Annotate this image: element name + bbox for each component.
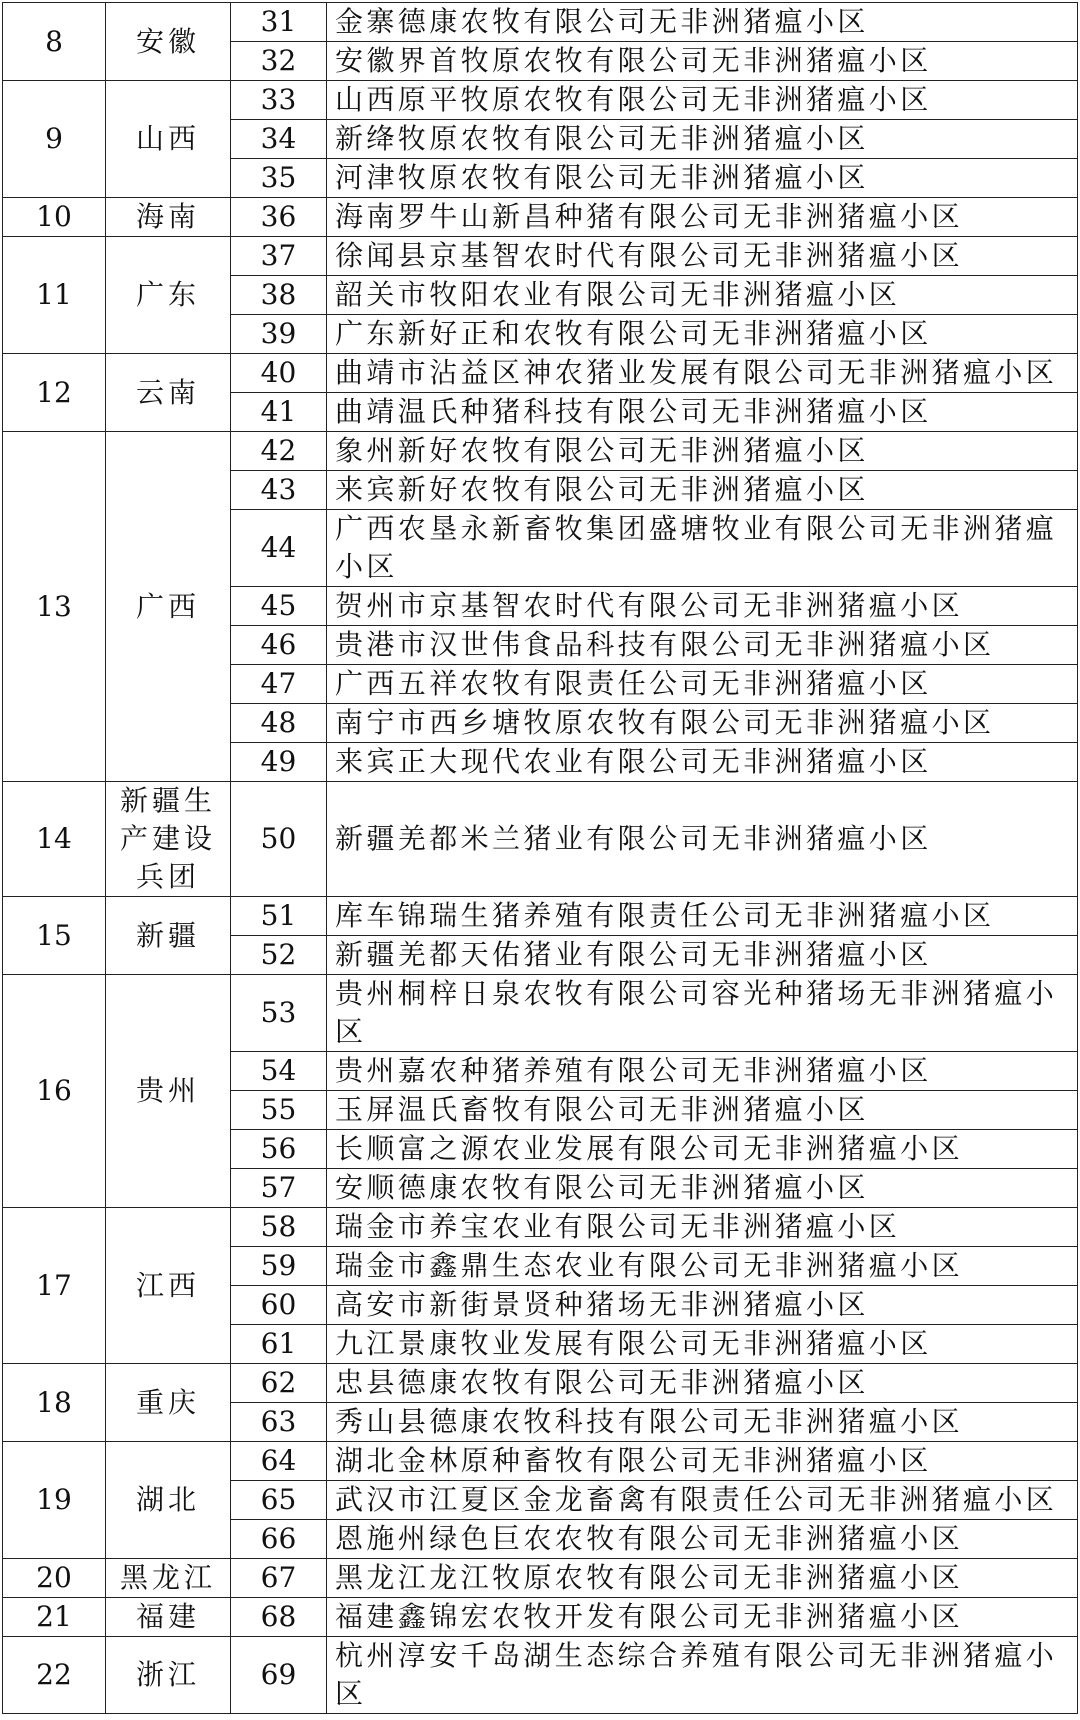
zone-name-cell: 曲靖市沾益区神农猪业发展有限公司无非洲猪瘟小区 <box>327 354 1078 393</box>
zone-number-cell: 41 <box>231 393 327 432</box>
zone-name-cell: 广东新好正和农牧有限公司无非洲猪瘟小区 <box>327 315 1078 354</box>
zone-name-cell: 来宾新好农牧有限公司无非洲猪瘟小区 <box>327 471 1078 510</box>
zone-number-cell: 45 <box>231 587 327 626</box>
zone-name-cell: 黑龙江龙江牧原农牧有限公司无非洲猪瘟小区 <box>327 1559 1078 1598</box>
zone-number-cell: 36 <box>231 198 327 237</box>
zone-name-cell: 贵州嘉农种猪养殖有限公司无非洲猪瘟小区 <box>327 1052 1078 1091</box>
zone-number-cell: 69 <box>231 1637 327 1714</box>
zone-name-cell: 徐闻县京基智农时代有限公司无非洲猪瘟小区 <box>327 237 1078 276</box>
table-row <box>3 198 1078 237</box>
group-seq-cell: 14 <box>3 782 106 897</box>
group-seq-cell: 20 <box>3 1559 106 1598</box>
zone-name-cell: 贺州市京基智农时代有限公司无非洲猪瘟小区 <box>327 587 1078 626</box>
zone-number-cell: 56 <box>231 1130 327 1169</box>
province-cell: 湖北 <box>106 1442 231 1559</box>
group-seq-cell: 19 <box>3 1442 106 1559</box>
table-row <box>3 3 1078 42</box>
table-row <box>3 237 1078 276</box>
zone-name-cell: 九江景康牧业发展有限公司无非洲猪瘟小区 <box>327 1325 1078 1364</box>
province-cell: 山西 <box>106 81 231 198</box>
zone-number-cell: 33 <box>231 81 327 120</box>
zone-name-cell: 南宁市西乡塘牧原农牧有限公司无非洲猪瘟小区 <box>327 704 1078 743</box>
table-row <box>3 897 1078 936</box>
zone-number-cell: 48 <box>231 704 327 743</box>
zone-name-cell: 新疆羌都米兰猪业有限公司无非洲猪瘟小区 <box>327 782 1078 897</box>
zone-number-cell: 43 <box>231 471 327 510</box>
province-cell: 广东 <box>106 237 231 354</box>
zone-name-cell: 杭州淳安千岛湖生态综合养殖有限公司无非洲猪瘟小区 <box>327 1637 1078 1714</box>
zone-name-cell: 新疆羌都天佑猪业有限公司无非洲猪瘟小区 <box>327 936 1078 975</box>
zone-name-cell: 福建鑫锦宏农牧开发有限公司无非洲猪瘟小区 <box>327 1598 1078 1637</box>
group-seq-cell: 15 <box>3 897 106 975</box>
zone-name-cell: 新绛牧原农牧有限公司无非洲猪瘟小区 <box>327 120 1078 159</box>
zone-number-cell: 66 <box>231 1520 327 1559</box>
zone-name-cell: 河津牧原农牧有限公司无非洲猪瘟小区 <box>327 159 1078 198</box>
zone-number-cell: 55 <box>231 1091 327 1130</box>
zone-name-cell: 贵州桐梓日泉农牧有限公司容光种猪场无非洲猪瘟小区 <box>327 975 1078 1052</box>
zone-number-cell: 38 <box>231 276 327 315</box>
group-seq-cell: 11 <box>3 237 106 354</box>
group-seq-cell: 17 <box>3 1208 106 1364</box>
table-row <box>3 1637 1078 1714</box>
zone-name-cell: 库车锦瑞生猪养殖有限责任公司无非洲猪瘟小区 <box>327 897 1078 936</box>
table-row <box>3 782 1078 897</box>
province-cell: 浙江 <box>106 1637 231 1714</box>
table-row <box>3 1364 1078 1403</box>
province-cell: 黑龙江 <box>106 1559 231 1598</box>
province-cell: 安徽 <box>106 3 231 81</box>
zone-number-cell: 39 <box>231 315 327 354</box>
zone-name-cell: 山西原平牧原农牧有限公司无非洲猪瘟小区 <box>327 81 1078 120</box>
zone-number-cell: 65 <box>231 1481 327 1520</box>
zone-name-cell: 瑞金市鑫鼎生态农业有限公司无非洲猪瘟小区 <box>327 1247 1078 1286</box>
zone-number-cell: 44 <box>231 510 327 587</box>
zone-name-cell: 忠县德康农牧有限公司无非洲猪瘟小区 <box>327 1364 1078 1403</box>
zone-name-cell: 瑞金市养宝农业有限公司无非洲猪瘟小区 <box>327 1208 1078 1247</box>
province-cell: 江西 <box>106 1208 231 1364</box>
table-row <box>3 432 1078 471</box>
zone-number-cell: 46 <box>231 626 327 665</box>
zone-number-cell: 63 <box>231 1403 327 1442</box>
zone-name-cell: 安徽界首牧原农牧有限公司无非洲猪瘟小区 <box>327 42 1078 81</box>
table-row <box>3 354 1078 393</box>
zone-number-cell: 59 <box>231 1247 327 1286</box>
group-seq-cell: 13 <box>3 432 106 782</box>
zone-number-cell: 60 <box>231 1286 327 1325</box>
zone-number-cell: 67 <box>231 1559 327 1598</box>
table-body <box>3 3 1078 1714</box>
zone-name-cell: 来宾正大现代农业有限公司无非洲猪瘟小区 <box>327 743 1078 782</box>
group-seq-cell: 21 <box>3 1598 106 1637</box>
zone-name-cell: 长顺富之源农业发展有限公司无非洲猪瘟小区 <box>327 1130 1078 1169</box>
zone-name-cell: 恩施州绿色巨农农牧有限公司无非洲猪瘟小区 <box>327 1520 1078 1559</box>
province-cell: 新疆生产建设兵团 <box>106 782 231 897</box>
province-cell: 广西 <box>106 432 231 782</box>
table-row <box>3 975 1078 1052</box>
zone-name-cell: 广西农垦永新畜牧集团盛塘牧业有限公司无非洲猪瘟小区 <box>327 510 1078 587</box>
table-row <box>3 1442 1078 1481</box>
zone-number-cell: 57 <box>231 1169 327 1208</box>
zone-number-cell: 52 <box>231 936 327 975</box>
group-seq-cell: 22 <box>3 1637 106 1714</box>
table-row <box>3 1559 1078 1598</box>
zone-name-cell: 安顺德康农牧有限公司无非洲猪瘟小区 <box>327 1169 1078 1208</box>
zone-number-cell: 37 <box>231 237 327 276</box>
zone-number-cell: 61 <box>231 1325 327 1364</box>
zone-name-cell: 贵港市汉世伟食品科技有限公司无非洲猪瘟小区 <box>327 626 1078 665</box>
group-seq-cell: 9 <box>3 81 106 198</box>
province-cell: 云南 <box>106 354 231 432</box>
zone-number-cell: 50 <box>231 782 327 897</box>
zone-number-cell: 40 <box>231 354 327 393</box>
province-cell: 重庆 <box>106 1364 231 1442</box>
zone-number-cell: 62 <box>231 1364 327 1403</box>
zone-number-cell: 34 <box>231 120 327 159</box>
zone-number-cell: 64 <box>231 1442 327 1481</box>
zone-number-cell: 54 <box>231 1052 327 1091</box>
group-seq-cell: 16 <box>3 975 106 1208</box>
zone-name-cell: 韶关市牧阳农业有限公司无非洲猪瘟小区 <box>327 276 1078 315</box>
zone-name-cell: 象州新好农牧有限公司无非洲猪瘟小区 <box>327 432 1078 471</box>
zone-number-cell: 53 <box>231 975 327 1052</box>
province-cell: 海南 <box>106 198 231 237</box>
zone-name-cell: 武汉市江夏区金龙畜禽有限责任公司无非洲猪瘟小区 <box>327 1481 1078 1520</box>
zone-name-cell: 广西五祥农牧有限责任公司无非洲猪瘟小区 <box>327 665 1078 704</box>
province-cell: 贵州 <box>106 975 231 1208</box>
zone-name-cell: 湖北金林原种畜牧有限公司无非洲猪瘟小区 <box>327 1442 1078 1481</box>
zone-number-cell: 47 <box>231 665 327 704</box>
table-row <box>3 81 1078 120</box>
zone-name-cell: 金寨德康农牧有限公司无非洲猪瘟小区 <box>327 3 1078 42</box>
zone-number-cell: 31 <box>231 3 327 42</box>
zone-name-cell: 曲靖温氏种猪科技有限公司无非洲猪瘟小区 <box>327 393 1078 432</box>
group-seq-cell: 18 <box>3 1364 106 1442</box>
zone-number-cell: 35 <box>231 159 327 198</box>
zone-number-cell: 58 <box>231 1208 327 1247</box>
zone-number-cell: 32 <box>231 42 327 81</box>
zone-list-table <box>2 2 1078 1714</box>
zone-name-cell: 秀山县德康农牧科技有限公司无非洲猪瘟小区 <box>327 1403 1078 1442</box>
table-row <box>3 1208 1078 1247</box>
zone-name-cell: 海南罗牛山新昌种猪有限公司无非洲猪瘟小区 <box>327 198 1078 237</box>
group-seq-cell: 8 <box>3 3 106 81</box>
group-seq-cell: 12 <box>3 354 106 432</box>
zone-number-cell: 49 <box>231 743 327 782</box>
group-seq-cell: 10 <box>3 198 106 237</box>
province-cell: 福建 <box>106 1598 231 1637</box>
zone-number-cell: 42 <box>231 432 327 471</box>
zone-number-cell: 51 <box>231 897 327 936</box>
zone-name-cell: 高安市新街景贤种猪场无非洲猪瘟小区 <box>327 1286 1078 1325</box>
zone-name-cell: 玉屏温氏畜牧有限公司无非洲猪瘟小区 <box>327 1091 1078 1130</box>
zone-number-cell: 68 <box>231 1598 327 1637</box>
table-row <box>3 1598 1078 1637</box>
province-cell: 新疆 <box>106 897 231 975</box>
